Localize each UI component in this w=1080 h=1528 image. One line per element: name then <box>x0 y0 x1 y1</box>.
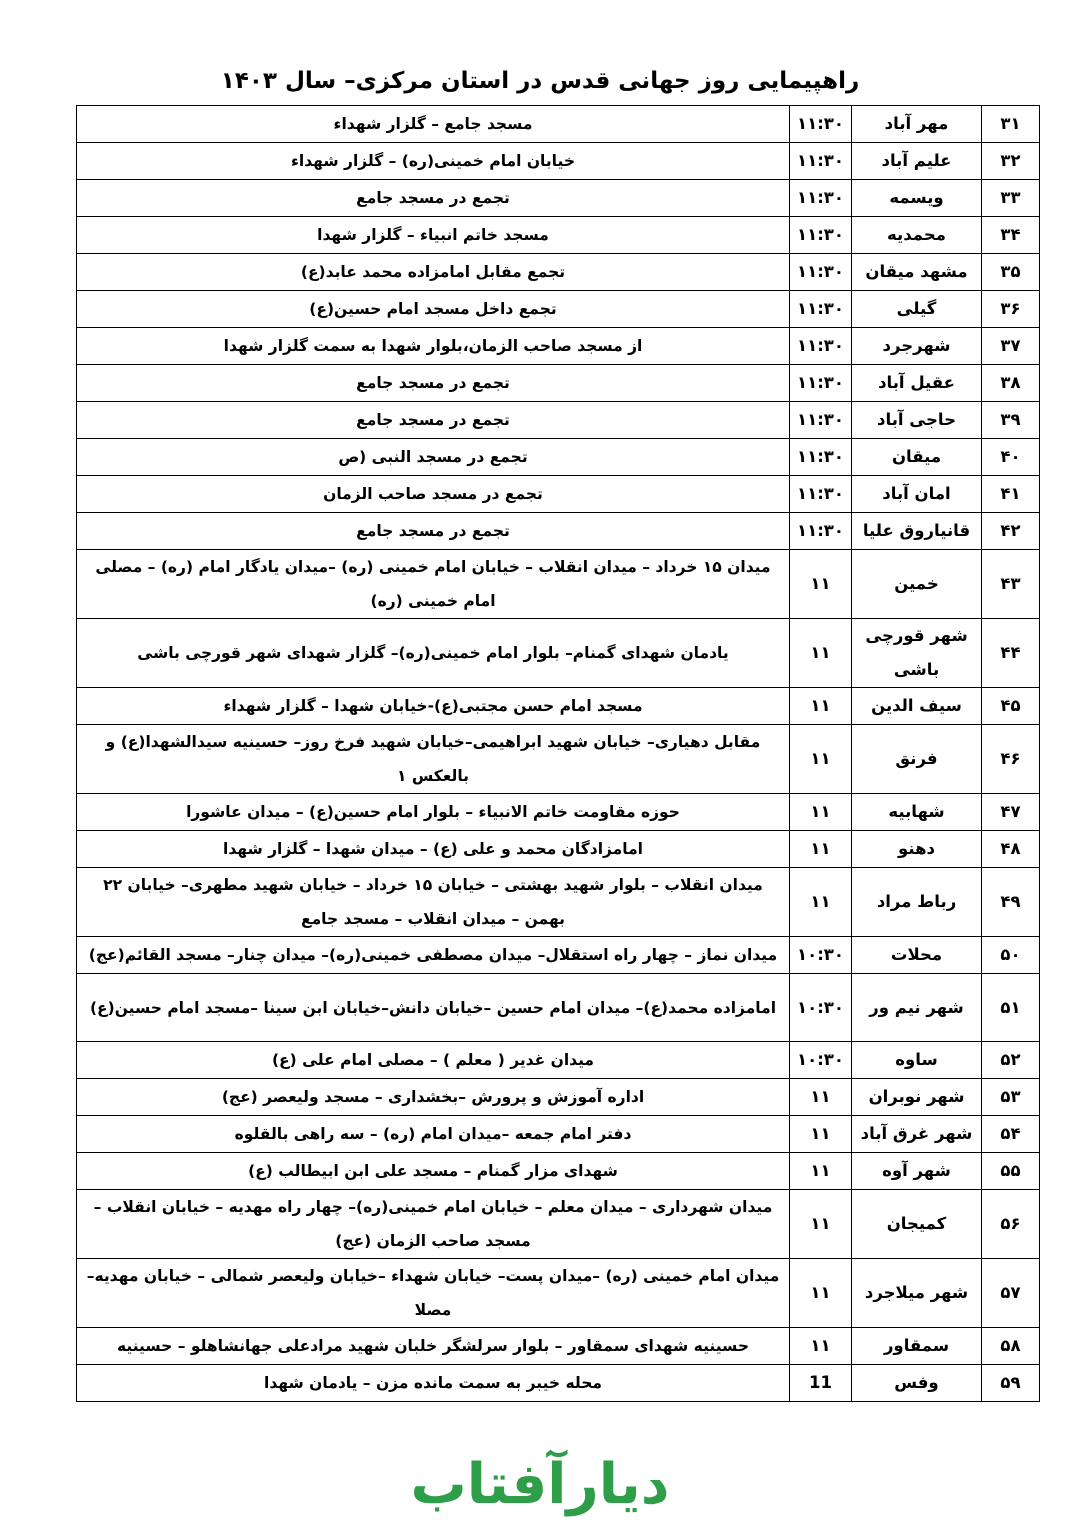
row-number-cell: ۴۷ <box>982 794 1040 831</box>
row-number-cell: ۴۴ <box>982 619 1040 688</box>
time-cell: ۱۱:۳۰ <box>790 476 852 513</box>
row-number-cell: ۵۰ <box>982 937 1040 974</box>
row-number-cell: ۵۷ <box>982 1259 1040 1328</box>
table-row <box>77 550 1040 619</box>
city-cell: وفس <box>852 1365 982 1402</box>
city-cell: کمیجان <box>852 1190 982 1259</box>
route-cell: میدان نماز – چهار راه استقلال– میدان مصطفی خمینی(ره)– میدان چنار– مسجد القائم(عج) <box>77 937 790 974</box>
route-cell: از مسجد صاحب الزمان،بلوار شهدا به سمت گلزار شهدا <box>77 328 790 365</box>
schedule-table <box>76 105 1040 1402</box>
row-number-cell: ۴۵ <box>982 688 1040 725</box>
city-cell: مشهد میقان <box>852 254 982 291</box>
table-row <box>77 688 1040 725</box>
city-cell: رباط مراد <box>852 868 982 937</box>
route-cell: تجمع در مسجد صاحب الزمان <box>77 476 790 513</box>
table-row <box>77 439 1040 476</box>
route-cell: تجمع مقابل امامزاده محمد عابد(ع) <box>77 254 790 291</box>
row-number-cell: ۳۷ <box>982 328 1040 365</box>
city-cell: علیم آباد <box>852 143 982 180</box>
time-cell: ۱۱ <box>790 831 852 868</box>
time-cell: 11 <box>790 1365 852 1402</box>
table-row <box>77 974 1040 1042</box>
time-cell: ۱۱ <box>790 725 852 794</box>
time-cell: ۱۱ <box>790 1153 852 1190</box>
time-cell: ۱۰:۳۰ <box>790 937 852 974</box>
time-cell: ۱۱ <box>790 1259 852 1328</box>
route-cell: تجمع در مسجد جامع <box>77 402 790 439</box>
city-cell: حاجی آباد <box>852 402 982 439</box>
route-cell: خیابان امام خمینی(ره) – گلزار شهداء <box>77 143 790 180</box>
city-cell: شهر غرق آباد <box>852 1116 982 1153</box>
city-cell: شهر قورچی باشی <box>852 619 982 688</box>
row-number-cell: ۵۴ <box>982 1116 1040 1153</box>
row-number-cell: ۳۱ <box>982 106 1040 143</box>
city-cell: محلات <box>852 937 982 974</box>
route-cell: تجمع داخل مسجد امام حسین(ع) <box>77 291 790 328</box>
table-row <box>77 1042 1040 1079</box>
time-cell: ۱۱:۳۰ <box>790 143 852 180</box>
route-cell: میدان غدیر ( معلم ) – مصلی امام علی (ع) <box>77 1042 790 1079</box>
route-cell: حسینیه شهدای سمقاور – بلوار سرلشگر خلبان شهید مرادعلی جهانشاهلو – حسینیه <box>77 1328 790 1365</box>
table-row <box>77 254 1040 291</box>
city-cell: امان آباد <box>852 476 982 513</box>
row-number-cell: ۴۳ <box>982 550 1040 619</box>
route-cell: تجمع در مسجد جامع <box>77 180 790 217</box>
row-number-cell: ۴۱ <box>982 476 1040 513</box>
row-number-cell: ۳۹ <box>982 402 1040 439</box>
table-row <box>77 1190 1040 1259</box>
table-row <box>77 1259 1040 1328</box>
route-cell: دفتر امام جمعه –میدان امام (ره) – سه راهی بالقلوه <box>77 1116 790 1153</box>
row-number-cell: ۳۸ <box>982 365 1040 402</box>
brand-logo: دیارآفتاب <box>410 1452 670 1517</box>
city-cell: ویسمه <box>852 180 982 217</box>
time-cell: ۱۱ <box>790 794 852 831</box>
route-cell: تجمع در مسجد النبی (ص <box>77 439 790 476</box>
city-cell: خمین <box>852 550 982 619</box>
page-title: راهپیمایی روز جهانی قدس در استان مرکزی– سال ۱۴۰۳ <box>220 68 860 94</box>
row-number-cell: ۵۹ <box>982 1365 1040 1402</box>
time-cell: ۱۱:۳۰ <box>790 328 852 365</box>
route-cell: مسجد جامع – گلزار شهداء <box>77 106 790 143</box>
table-row <box>77 143 1040 180</box>
row-number-cell: ۳۵ <box>982 254 1040 291</box>
route-cell: شهدای مزار گمنام – مسجد علی ابن ابیطالب (ع) <box>77 1153 790 1190</box>
table-row <box>77 619 1040 688</box>
row-number-cell: ۵۱ <box>982 974 1040 1042</box>
route-cell: تجمع در مسجد جامع <box>77 513 790 550</box>
time-cell: ۱۱:۳۰ <box>790 513 852 550</box>
table-row <box>77 1153 1040 1190</box>
route-cell: میدان انقلاب – بلوار شهید بهشتی – خیابان ۱۵ خرداد – خیابان شهید مطهری– خیابان ۲۲ بهمن – میدان انقلاب – مسجد جامع <box>77 868 790 937</box>
city-cell: شهر نیم ور <box>852 974 982 1042</box>
route-cell: حوزه مقاومت خاتم الانبیاء – بلوار امام حسین(ع) – میدان عاشورا <box>77 794 790 831</box>
city-cell: مهر آباد <box>852 106 982 143</box>
route-cell: اداره آموزش و پرورش –بخشداری – مسجد ولیعصر (عج) <box>77 1079 790 1116</box>
table-row <box>77 106 1040 143</box>
city-cell: شهابیه <box>852 794 982 831</box>
row-number-cell: ۴۹ <box>982 868 1040 937</box>
table-row <box>77 217 1040 254</box>
city-cell: عقیل آباد <box>852 365 982 402</box>
table-row <box>77 365 1040 402</box>
table-row <box>77 868 1040 937</box>
route-cell: مسجد امام حسن مجتبی(ع)-خیابان شهدا – گلزار شهداء <box>77 688 790 725</box>
row-number-cell: ۳۴ <box>982 217 1040 254</box>
row-number-cell: ۴۲ <box>982 513 1040 550</box>
time-cell: ۱۱ <box>790 1116 852 1153</box>
city-cell: شهر نوبران <box>852 1079 982 1116</box>
table-row <box>77 937 1040 974</box>
row-number-cell: ۳۶ <box>982 291 1040 328</box>
row-number-cell: ۵۲ <box>982 1042 1040 1079</box>
time-cell: ۱۱ <box>790 550 852 619</box>
time-cell: ۱۱ <box>790 688 852 725</box>
city-cell: دهنو <box>852 831 982 868</box>
time-cell: ۱۱ <box>790 1190 852 1259</box>
time-cell: ۱۱:۳۰ <box>790 439 852 476</box>
table-row <box>77 1116 1040 1153</box>
row-number-cell: ۵۳ <box>982 1079 1040 1116</box>
city-cell: سمقاور <box>852 1328 982 1365</box>
route-cell: امامزادگان محمد و علی (ع) – میدان شهدا – گلزار شهدا <box>77 831 790 868</box>
row-number-cell: ۵۸ <box>982 1328 1040 1365</box>
row-number-cell: ۳۲ <box>982 143 1040 180</box>
time-cell: ۱۱:۳۰ <box>790 217 852 254</box>
table-row <box>77 402 1040 439</box>
time-cell: ۱۱:۳۰ <box>790 365 852 402</box>
city-cell: شهر آوه <box>852 1153 982 1190</box>
time-cell: ۱۱:۳۰ <box>790 254 852 291</box>
table-row <box>77 1079 1040 1116</box>
route-cell: میدان امام خمینی (ره) –میدان پست– خیابان شهداء –خیابان ولیعصر شمالی – خیابان مهدیه– مصلا <box>77 1259 790 1328</box>
route-cell: مقابل دهیاری– خیابان شهید ابراهیمی–خیابان شهید فرخ روز– حسینیه سیدالشهدا(ع) و بالعکس ۱ <box>77 725 790 794</box>
table-row <box>77 1365 1040 1402</box>
city-cell: شهرجرد <box>852 328 982 365</box>
time-cell: ۱۱ <box>790 1328 852 1365</box>
table-row <box>77 476 1040 513</box>
city-cell: سیف الدین <box>852 688 982 725</box>
city-cell: قانیاروق علیا <box>852 513 982 550</box>
city-cell: فرنق <box>852 725 982 794</box>
route-cell: یادمان شهدای گمنام– بلوار امام خمینی(ره)– گلزار شهدای شهر قورچی باشی <box>77 619 790 688</box>
table-row <box>77 291 1040 328</box>
time-cell: ۱۱ <box>790 1079 852 1116</box>
row-number-cell: ۵۵ <box>982 1153 1040 1190</box>
time-cell: ۱۱:۳۰ <box>790 402 852 439</box>
route-cell: امامزاده محمد(ع)– میدان امام حسین –خیابان دانش–خیابان ابن سینا –مسجد امام حسین(ع) <box>77 974 790 1042</box>
time-cell: ۱۱:۳۰ <box>790 180 852 217</box>
schedule-table-body <box>77 106 1040 1402</box>
route-cell: میدان ۱۵ خرداد – میدان انقلاب – خیابان امام خمینی (ره) –میدان یادگار امام (ره) – مصلی امام خمینی (ره) <box>77 550 790 619</box>
time-cell: ۱۱:۳۰ <box>790 106 852 143</box>
row-number-cell: ۵۶ <box>982 1190 1040 1259</box>
row-number-cell: ۴۸ <box>982 831 1040 868</box>
time-cell: ۱۱ <box>790 619 852 688</box>
table-row <box>77 725 1040 794</box>
table-row <box>77 794 1040 831</box>
table-row <box>77 328 1040 365</box>
table-row <box>77 513 1040 550</box>
city-cell: محمدیه <box>852 217 982 254</box>
city-cell: گیلی <box>852 291 982 328</box>
city-cell: ساوه <box>852 1042 982 1079</box>
route-cell: محله خیبر به سمت مانده مزن – یادمان شهدا <box>77 1365 790 1402</box>
route-cell: میدان شهرداری – میدان معلم – خیابان امام خمینی(ره)– چهار راه مهدیه – خیابان انقلاب – مسجد صاحب الزمان (عج) <box>77 1190 790 1259</box>
table-row <box>77 180 1040 217</box>
time-cell: ۱۱ <box>790 868 852 937</box>
time-cell: ۱۱:۳۰ <box>790 291 852 328</box>
row-number-cell: ۴۶ <box>982 725 1040 794</box>
time-cell: ۱۰:۳۰ <box>790 974 852 1042</box>
row-number-cell: ۴۰ <box>982 439 1040 476</box>
time-cell: ۱۰:۳۰ <box>790 1042 852 1079</box>
city-cell: میقان <box>852 439 982 476</box>
city-cell: شهر میلاجرد <box>852 1259 982 1328</box>
route-cell: تجمع در مسجد جامع <box>77 365 790 402</box>
table-row <box>77 1328 1040 1365</box>
table-row <box>77 831 1040 868</box>
route-cell: مسجد خاتم انبیاء – گلزار شهدا <box>77 217 790 254</box>
row-number-cell: ۳۳ <box>982 180 1040 217</box>
